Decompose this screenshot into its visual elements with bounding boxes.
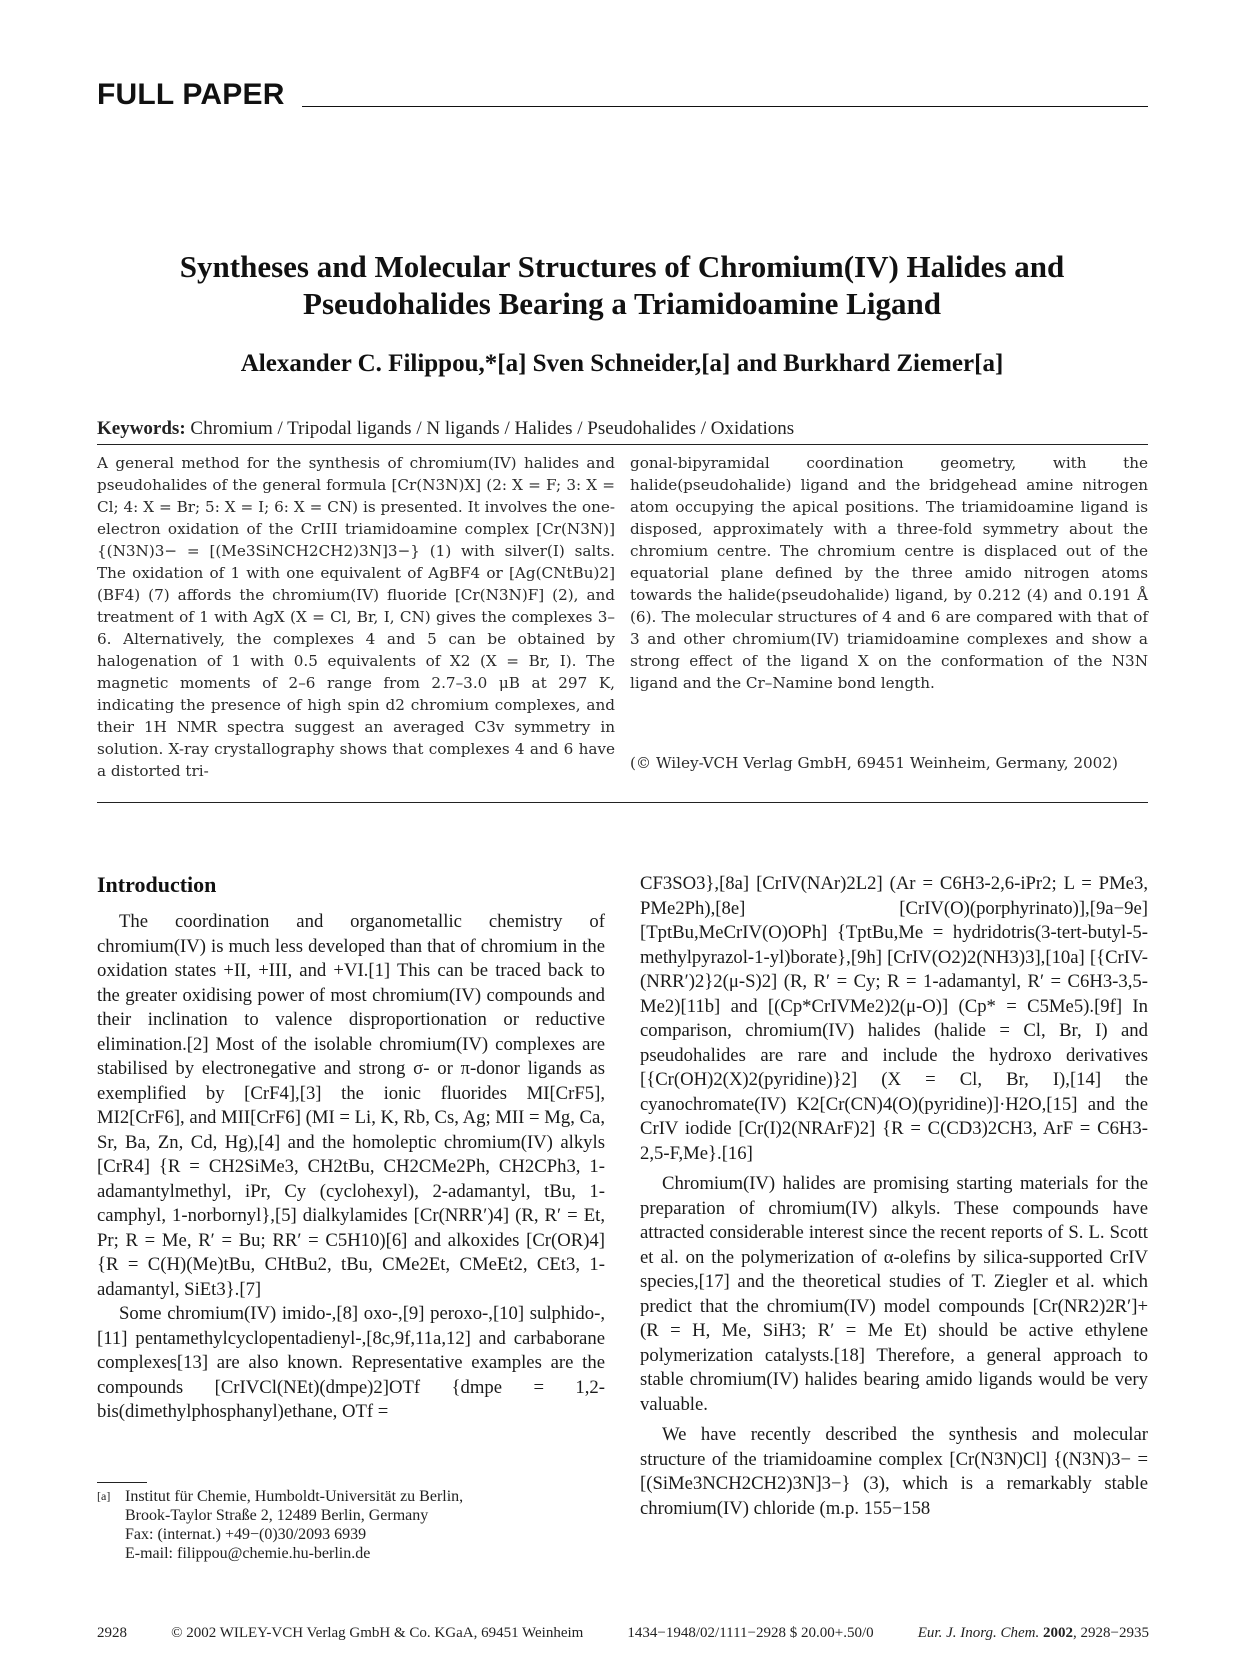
intro-paragraph: We have recently described the synthesis and molecular structure of the triamidoamine complex [Cr(N3N)Cl] {(N3N)3− = [(SiMe3NCH2CH2)3N]3−} (3), which is a remarkably stable chromium(IV) chloride (m.p. 155−158 — [640, 1424, 1148, 1519]
header-rule — [302, 106, 1148, 107]
abstract-copyright: (© Wiley-VCH Verlag GmbH, 69451 Weinheim, Germany, 2002) — [630, 754, 1118, 772]
section-label: FULL PAPER — [97, 78, 285, 111]
intro-paragraph: Some chromium(IV) imido-,[8] oxo-,[9] peroxo-,[10] sulphido-,[11] pentamethylcyclopentadienyl-,[8c,9f,11a,12] and carbaborane complexes[13] are also known. Representative examples are the compounds [CrIVCl(NEt)(dmpe)2]OTf {dmpe = 1,2-bis(dimethylphosphanyl)ethane, OTf = — [97, 1303, 605, 1422]
abstract-rule — [97, 802, 1148, 803]
footnote-marker: [a] — [97, 1489, 111, 1503]
footnote-rule — [97, 1482, 147, 1483]
journal-year: 2002 — [1043, 1625, 1074, 1641]
abstract-left-column: A general method for the synthesis of chromium(IV) halides and pseudohalides of the general formula [Cr(N3N)X] (2: X = F; 3: X = Cl; 4: X = Br; 5: X = I; 6: X = CN) is presented. It involves the one-electron oxidation of the CrIII triamidoamine complex [Cr(N3N)] {(N3N)3− = [(Me3SiNCH2CH2)3N]3−} (1) with silver(I) salts. The oxidation of 1 with one equivalent of AgBF4 or [Ag(CNtBu)2](BF4) (7) affords the chromium(IV) fluoride [Cr(N3N)F] (2), and treatment of 1 with AgX (X = Cl, Br, I, CN) gives the complexes 3–6. Alternatively, the complexes 4 and 5 can be obtained by halogenation of 1 with 0.5 equivalents of X2 (X = Br, I). The magnetic moments of 2–6 range from 2.7–3.0 μB at 297 K, indicating the presence of high spin d2 chromium complexes, and their 1H NMR spectra suggest an averaged C3v symmetry in solution. X-ray crystallography shows that complexes 4 and 6 have a distorted tri- — [97, 454, 615, 780]
footnote-line: Brook-Taylor Straße 2, 12489 Berlin, Germany — [125, 1507, 429, 1524]
page-number: 2928 — [97, 1625, 127, 1641]
journal-citation — [918, 1625, 1149, 1642]
body-right-column — [640, 872, 1148, 1521]
footnote-line: E-mail: filippou@chemie.hu-berlin.de — [125, 1545, 371, 1562]
introduction-heading: Introduction — [97, 872, 217, 897]
abstract-right-column: gonal-bipyramidal coordination geometry, with the halide(pseudohalide) ligand and the bridgehead amine nitrogen atom occupying the apical positions. The triamidoamine ligand is disposed, approximately with a three-fold symmetry about the chromium centre. The chromium centre is displaced out of the equatorial plane defined by the three amido nitrogen atoms towards the halide(pseudohalide) ligand, by 0.212 (4) and 0.191 Å (6). The molecular structures of 4 and 6 are compared with that of 3 and other chromium(IV) triamidoamine complexes and show a strong effect of the ligand X on the conformation of the N3N ligand and the Cr–Namine bond length. — [630, 454, 1148, 692]
journal-name: Eur. J. Inorg. Chem. — [917, 1625, 1040, 1641]
keywords-text: Chromium / Tripodal ligands / N ligands / Halides / Pseudohalides / Oxidations — [190, 418, 795, 439]
publisher-line: © 2002 WILEY-VCH Verlag GmbH & Co. KGaA, 69451 Weinheim — [171, 1625, 584, 1641]
footnote-line: Institut für Chemie, Humboldt-Universität zu Berlin, — [125, 1488, 464, 1505]
journal-pages: , 2928−2935 — [1073, 1625, 1149, 1641]
footnote-line: Fax: (internat.) +49−(0)30/2093 6939 — [125, 1526, 367, 1543]
intro-paragraph: CF3SO3},[8a] [CrIV(NAr)2L2] (Ar = C6H3-2,6-iPr2; L = PMe3, PMe2Ph),[8e] [CrIV(O)(porphyrinato)],[9a−9e] [TptBu,MeCrIV(O)OPh] {TptBu,Me = hydridotris(3-tert-butyl-5-methylpyrazol-1-yl)borate},[9h] [CrIV(O2)2(NH3)3],[10a] [{CrIV-(NRR′)2}2(μ-S)2] (R, R′ = Cy; R = 1-adamantyl, R′ = C6H3-3,5-Me2)[11b] and [(Cp*CrIVMe2)2(μ-O)] (Cp* = C5Me5).[9f] In comparison, chromium(IV) halides (halide = Cl, Br, I) and pseudohalides are rare and include the hydroxo derivatives [{Cr(OH)2(X)2(pyridine)}2] (X = Cl, Br, I),[14] the cyanochromate(IV) K2[Cr(CN)4(O)(pyridine)]·H2O,[15] and the CrIV iodide [Cr(I)2(NRArF)2] {R = C(CD3)2CH3, ArF = C6H3-2,5-F,Me}.[16] — [640, 873, 1148, 1164]
body-left-column — [97, 910, 605, 1425]
paper-title: Syntheses and Molecular Structures of Chromium(IV) Halides and Pseudohalides Bearing a Triamidoamine Ligand — [179, 249, 1065, 321]
keywords-label: Keywords: — [97, 418, 186, 439]
affiliation-footnote — [97, 1482, 617, 1563]
keywords-rule — [97, 444, 1148, 445]
author-list: Alexander C. Filippou,*[a] Sven Schneider,[a] and Burkhard Ziemer[a] — [240, 350, 1004, 377]
keywords — [97, 418, 794, 440]
page-footer — [97, 1625, 1149, 1642]
article-code: 1434−1948/02/1111−2928 $ 20.00+.50/0 — [627, 1625, 874, 1641]
intro-paragraph: Chromium(IV) halides are promising starting materials for the preparation of chromium(IV) alkyls. These compounds have attracted considerable interest since the recent reports of S. L. Scott et al. on the polymerization of α-olefins by silica-supported CrIV species,[17] and the theoretical studies of T. Ziegler et al. which predict that the chromium(IV) model compounds [Cr(NR2)2R′]+ (R = H, Me, SiH3; R′ = Me Et) should be active ethylene polymerization catalysts.[18] Therefore, a general approach to stable chromium(IV) halides bearing amido ligands would be very valuable. — [640, 1173, 1148, 1415]
intro-paragraph: The coordination and organometallic chemistry of chromium(IV) is much less developed than that of chromium in the oxidation states +II, +III, and +VI.[1] This can be traced back to the greater oxidising power of most chromium(IV) compounds and their inclination to valence disproportionation or reductive elimination.[2] Most of the isolable chromium(IV) complexes are stabilised by electronegative and strong σ- or π-donor ligands as exemplified by [CrF4],[3] the ionic fluorides MI[CrF5], MI2[CrF6], and MII[CrF6] (MI = Li, K, Rb, Cs, Ag; MII = Mg, Ca, Sr, Ba, Zn, Cd, Hg),[4] and the homoleptic chromium(IV) alkyls [CrR4] {R = CH2SiMe3, CH2tBu, CH2CMe2Ph, CH2CPh3, 1-adamantylmethyl, iPr, Cy (cyclohexyl), 2-adamantyl, tBu, 1-camphyl, 1-norbornyl},[5] dialkylamides [Cr(NRR′)4] (R, R′ = Et, Pr; R = Me, R′ = Bu; RR′ = C5H10)[6] and alkoxides [Cr(OR)4] {R = C(H)(Me)tBu, CHtBu2, tBu, CMe2Et, CMeEt2, CEt3, 1-adamantyl, SiEt3}.[7] — [97, 911, 605, 1300]
